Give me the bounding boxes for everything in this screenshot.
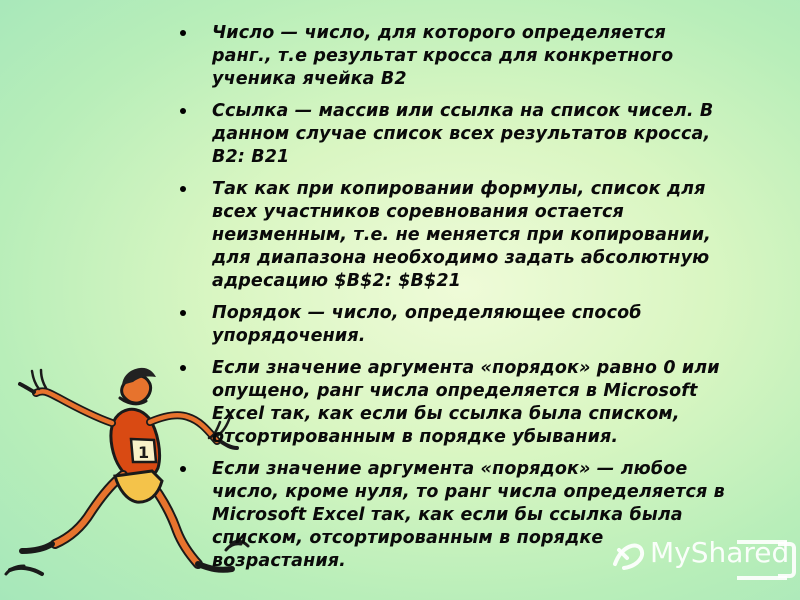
bullet-icon <box>180 108 186 114</box>
bullet-item <box>180 302 765 348</box>
watermark-text: MyShared <box>650 536 790 569</box>
bullet-item <box>180 22 765 91</box>
bullet-line: ученика ячейка В2 <box>212 69 407 89</box>
bullet-line: Если значение аргумента «порядок» равно 0 или <box>212 358 720 378</box>
bullet-line: для диапазона необходимо задать абсолютную <box>212 248 710 268</box>
bullet-line: опущено, ранг числа определяется в Microsoft <box>212 381 698 401</box>
bullet-icon <box>180 466 186 472</box>
bullet-line: В2: В21 <box>212 147 290 167</box>
bullet-icon <box>180 310 186 316</box>
bullet-icon <box>180 365 186 371</box>
slide-content <box>180 22 765 582</box>
bullet-line: неизменным, т.е. не меняется при копировании, <box>212 225 711 245</box>
bullet-line: Порядок — число, определяющее способ <box>212 303 642 323</box>
bullet-item <box>180 178 765 293</box>
bullet-item <box>180 357 765 449</box>
bullet-icon <box>180 30 186 36</box>
bullet-line: Так как при копировании формулы, список для <box>212 179 706 199</box>
bullet-line: ранг., т.е результат кросса для конкретного <box>212 46 674 66</box>
bullet-line: данном случае список всех результатов кросса, <box>212 124 711 144</box>
watermark-logo-icon <box>610 537 646 573</box>
watermark-corner <box>778 542 796 578</box>
bullet-line: возрастания. <box>212 551 346 571</box>
watermark <box>610 532 795 584</box>
bullet-line: Excel так, как если бы ссылка была списком, <box>212 404 680 424</box>
bullet-icon <box>180 186 186 192</box>
runner-bib-number: 1 <box>138 443 150 462</box>
bullet-line: адресацию $B$2: $B$21 <box>212 271 462 291</box>
bullet-line: число, кроме нуля, то ранг числа определяется в <box>212 482 725 502</box>
bullet-line: отсортированным в порядке убывания. <box>212 427 619 447</box>
bullet-line: Microsoft Excel так, как если бы ссылка была <box>212 505 683 525</box>
bullet-line: Ссылка — массив или ссылка на список чисел. В <box>212 101 714 121</box>
bullet-line: Число — число, для которого определяется <box>212 23 666 43</box>
bullet-list <box>180 22 765 573</box>
bullet-item <box>180 100 765 169</box>
bullet-line: списком, отсортированным в порядке <box>212 528 604 548</box>
bullet-line: всех участников соревнования остается <box>212 202 624 222</box>
bullet-line: упорядочения. <box>212 326 366 346</box>
bullet-line: Если значение аргумента «порядок» — любое <box>212 459 688 479</box>
